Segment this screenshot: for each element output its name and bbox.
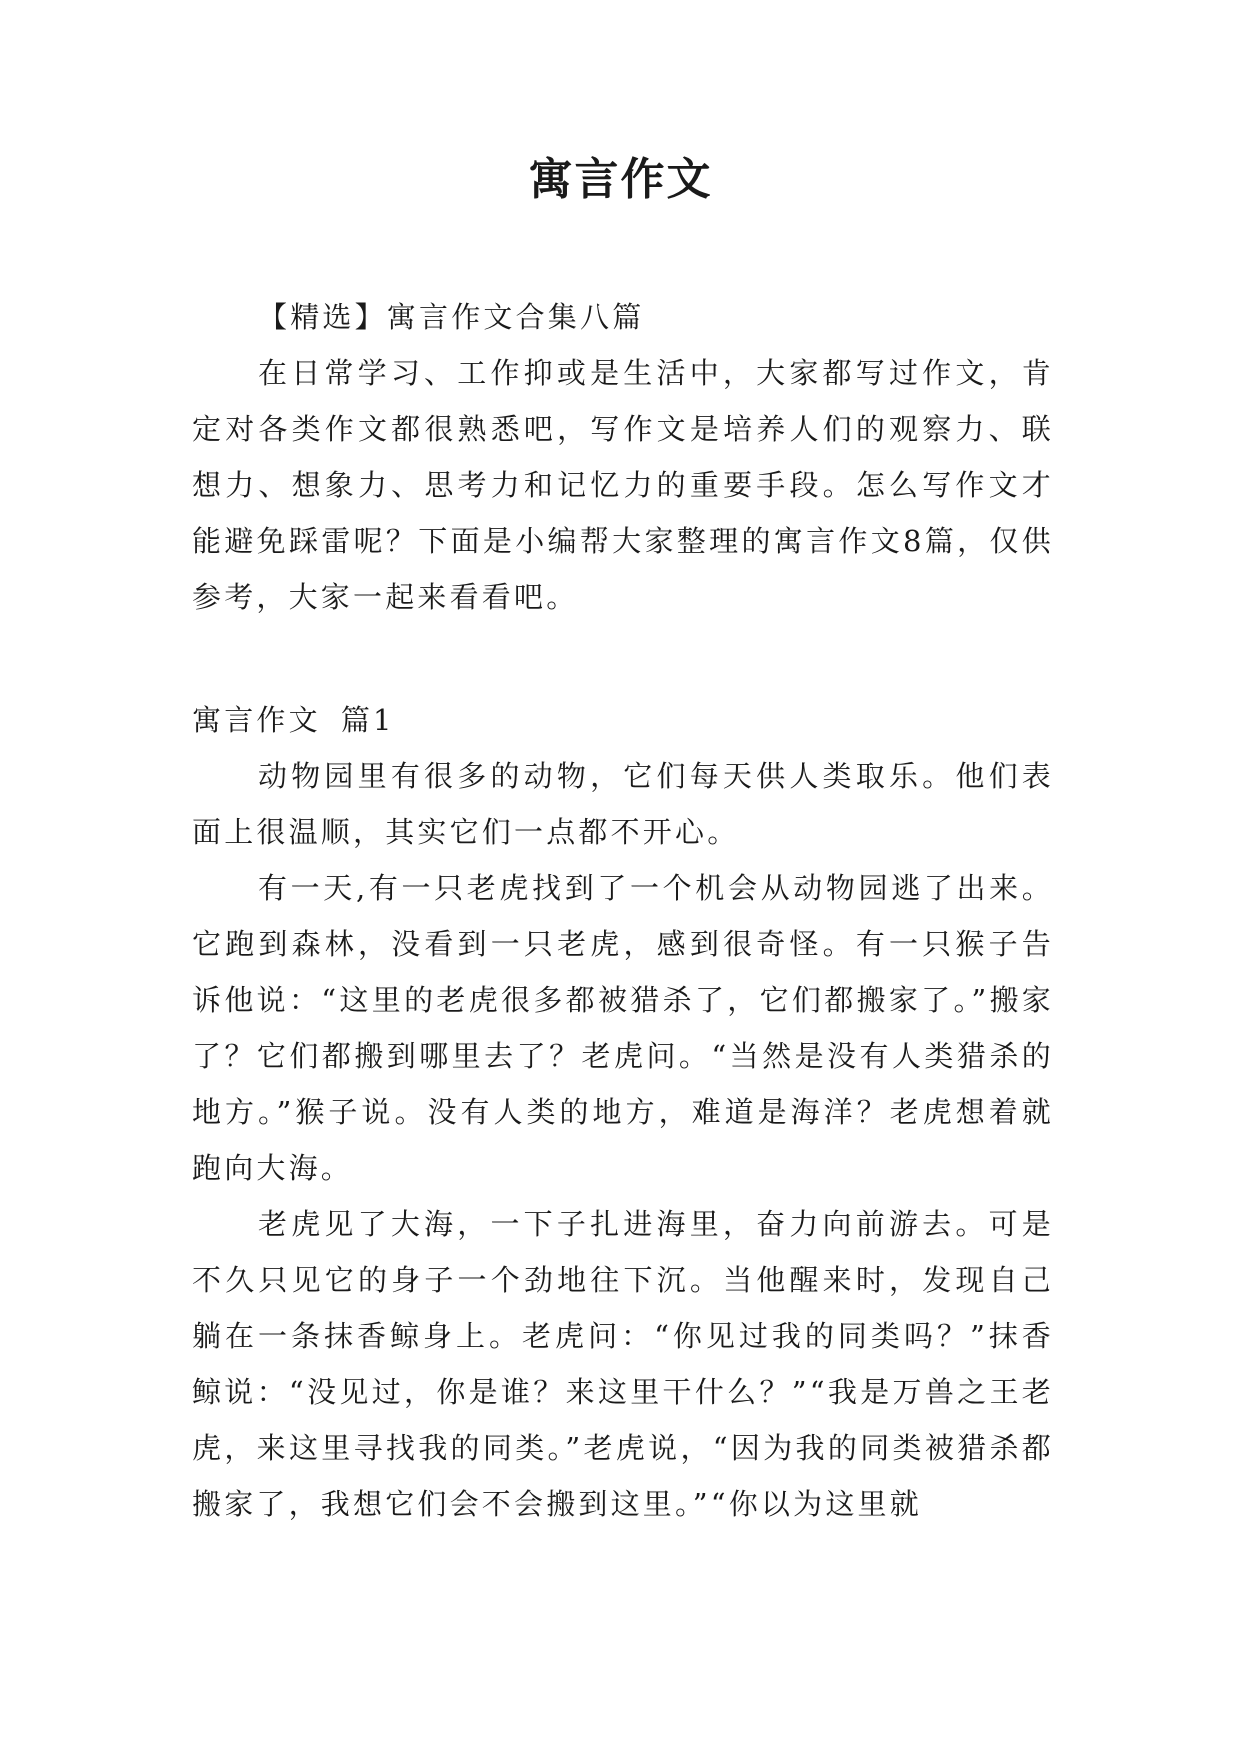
section-heading <box>192 692 1054 748</box>
essay-paragraph: 动物园里有很多的动物，它们每天供人类取乐。他们表面上很温顺，其实它们一点都不开心。 <box>192 759 1054 849</box>
essay-section-1 <box>192 692 1054 1532</box>
intro-block <box>192 289 1054 625</box>
intro-subtitle: 【精选】寓言作文合集八篇 <box>258 300 645 334</box>
section-title: 寓言作文 <box>192 703 321 737</box>
document-title: 寓言作文 <box>528 154 713 205</box>
section-label: 篇1 <box>340 703 395 737</box>
essay-paragraph: 有一天,有一只老虎找到了一个机会从动物园逃了出来。它跑到森林，没看到一只老虎，感到很奇怪。有一只猴子告诉他说：“这里的老虎很多都被猎杀了，它们都搬家了。”搬家了？它们都搬到哪里去了？老虎问。“当然是没有人类猎杀的地方。”猴子说。没有人类的地方，难道是海洋？老虎想着就跑向大海。 <box>192 871 1054 1185</box>
intro-paragraph: 在日常学习、工作抑或是生活中，大家都写过作文，肯定对各类作文都很熟悉吧，写作文是培养人们的观察力、联想力、想象力、思考力和记忆力的重要手段。怎么写作文才能避免踩雷呢？下面是小编帮大家整理的寓言作文8篇，仅供参考，大家一起来看看吧。 <box>192 356 1054 614</box>
essay-paragraph: 老虎见了大海，一下子扎进海里，奋力向前游去。可是不久只见它的身子一个劲地往下沉。当他醒来时，发现自己躺在一条抹香鲸身上。老虎问：“你见过我的同类吗？”抹香鲸说：“没见过，你是谁？来这里干什么？”“我是万兽之王老虎，来这里寻找我的同类。”老虎说，“因为我的同类被猎杀都搬家了，我想它们会不会搬到这里。”“你以为这里就 <box>192 1207 1054 1521</box>
